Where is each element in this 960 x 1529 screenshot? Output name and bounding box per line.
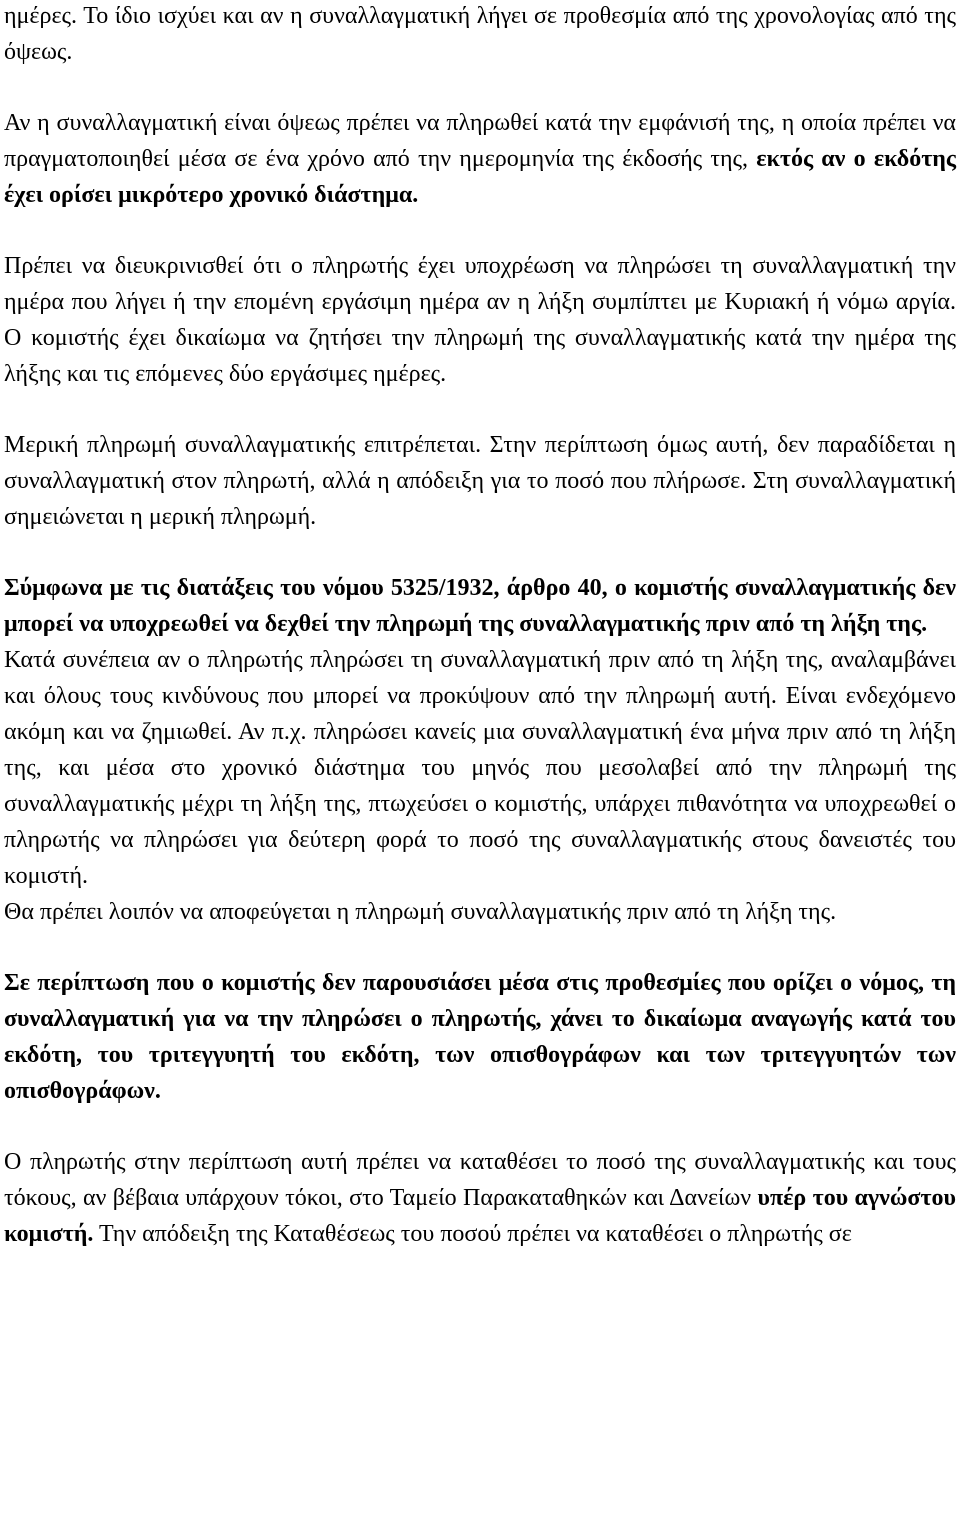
paragraph-partial-payment	[4, 427, 956, 535]
paragraph-bold-text: Σε περίπτωση που ο κομιστής δεν παρουσιάσει μέσα στις προθεσμίες που ορίζει ο νόμος, τη συναλλαγματική για να την πληρώσει ο πληρωτής, χάνει το δικαίωμα αναγωγής κατά του εκδότη, του τριτεγγυητή του εκδότη, των οπισθογράφων και των τριτεγγυητών των οπισθογράφων.	[4, 970, 956, 1104]
paragraph-sight-bill	[4, 105, 956, 213]
paragraph-gap	[4, 1109, 956, 1144]
paragraph-bold-text: εκτός αν ο εκδότης έχει ορίσει μικρότερο χρονικό διάστημα.	[4, 146, 957, 208]
paragraph-law-provision	[4, 570, 956, 642]
paragraph-early-payment-risk	[4, 642, 956, 894]
paragraph-gap	[4, 930, 956, 965]
paragraph-deposit	[4, 1144, 956, 1252]
paragraph-text: Πρέπει να διευκρινισθεί ότι ο πληρωτής έχει υποχρέωση να πληρώσει τη συναλλαγματική την ημέρα που λήγει ή την επομένη εργάσιμη ημέρα αν η λήξη συμπίπτει με Κυριακή ή νόμω αργία. Ο κομιστής έχει δικαίωμα να ζητήσει την πληρωμή της συναλλαγματικής κατά την ημέρα της λήξης και τις επόμενες δύο εργάσιμες ημέρες.	[4, 253, 956, 387]
paragraph-bold-text: Σύμφωνα με τις διατάξεις του νόμου 5325/1932, άρθρο 40, ο κομιστής συναλλαγματικής δεν μπορεί να υποχρεωθεί να δεχθεί την πληρωμή της συναλλαγματικής πριν από τη λήξη της.	[4, 575, 956, 637]
paragraph-gap	[4, 70, 956, 105]
paragraph-avoid-early-payment	[4, 894, 956, 930]
paragraph-gap	[4, 535, 956, 570]
document-page	[4, 0, 956, 1252]
paragraph-gap	[4, 213, 956, 248]
paragraph-gap	[4, 392, 956, 427]
paragraph-text: Ο πληρωτής στην περίπτωση αυτή πρέπει να καταθέσει το ποσό της συναλλαγματικής και τους τόκους, αν βέβαια υπάρχουν τόκοι, στο Ταμείο Παρακαταθηκών και Δανείων	[4, 1149, 956, 1211]
paragraph-payment-obligation	[4, 248, 956, 392]
paragraph-text: ημέρες. Το ίδιο ισχύει και αν η συναλλαγματική λήγει σε προθεσμία από της χρονολογίας από της όψεως.	[4, 3, 956, 65]
paragraph-text: Αν η συναλλαγματική είναι όψεως πρέπει να πληρωθεί κατά την εμφάνισή της, η οποία πρέπει να πραγματοποιηθεί μέσα σε ένα χρόνο από την ημερομηνία της έκδοσής της,	[4, 110, 956, 172]
paragraph-text: Μερική πληρωμή συναλλαγματικής επιτρέπεται. Στην περίπτωση όμως αυτή, δεν παραδίδεται η συναλλαγματική στον πληρωτή, αλλά η απόδειξη για το ποσό που πλήρωσε. Στη συναλλαγματική σημειώνεται η μερική πληρωμή.	[4, 432, 956, 530]
paragraph-maturity-period	[4, 0, 956, 70]
paragraph-text: Κατά συνέπεια αν ο πληρωτής πληρώσει τη συναλλαγματική πριν από τη λήξη της, αναλαμβάνει και όλους τους κινδύνους που μπορεί να προκύψουν από την πληρωμή αυτή. Είναι ενδεχόμενο ακόμη και να ζημιωθεί. Αν π.χ. πληρώσει κανείς μια συναλλαγματική ένα μήνα πριν από τη λήξη της, και μέσα στο χρονικό διάστημα του μηνός που μεσολαβεί από την πληρωμή της συναλλαγματικής μέχρι τη λήξη της, πτωχεύσει ο κομιστής, υπάρχει πιθανότητα να υποχρεωθεί ο πληρωτής να πληρώσει για δεύτερη φορά το ποσό της συναλλαγματικής στους δανειστές του κομιστή.	[4, 647, 956, 889]
paragraph-bold-text: υπέρ του αγνώστου κομιστή.	[4, 1185, 957, 1247]
paragraph-text: Την απόδειξη της Καταθέσεως του ποσού πρέπει να καταθέσει ο πληρωτής σε	[93, 1221, 852, 1247]
paragraph-text: Θα πρέπει λοιπόν να αποφεύγεται η πληρωμή συναλλαγματικής πριν από τη λήξη της.	[4, 899, 837, 925]
paragraph-loss-of-recourse	[4, 965, 956, 1109]
